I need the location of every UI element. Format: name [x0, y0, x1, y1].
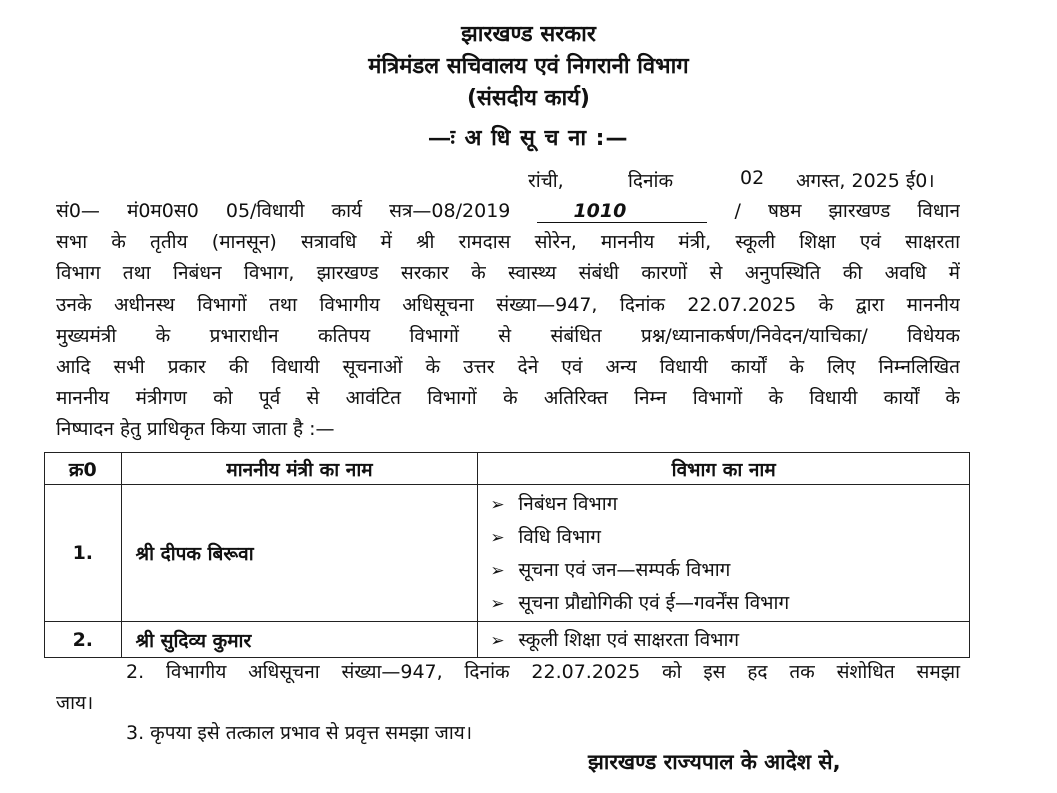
department-name: निबंधन विभाग [518, 493, 618, 515]
date-day: 02 [740, 167, 765, 189]
department-heading: मंत्रिमंडल सचिवालय एवं निगरानी विभाग [368, 54, 689, 79]
date-label: दिनांक [628, 170, 674, 192]
header-minister: माननीय मंत्री का नाम [121, 453, 478, 485]
section-heading: (संसदीय कार्य) [466, 86, 590, 111]
body-line: मुख्यमंत्री के प्रभाराधीन कतिपय विभागों से संबंधित प्रश्न/ध्यानाकर्षण/निवेदन/याचिका/ विधेयक [56, 324, 960, 347]
minister-cell: श्री दीपक बिरूवा [121, 485, 478, 622]
serial-cell: 1. [45, 485, 122, 622]
department-item [490, 488, 969, 521]
amendment-paragraph [56, 657, 960, 719]
body-line: माननीय मंत्रीगण को पूर्व से आवंटित विभागों के अतिरिक्त निम्न विभागों के विधायी कार्यों के [56, 387, 960, 410]
body-line: विभाग तथा निबंधन विभाग, झारखण्ड सरकार के स्वास्थ्य संबंधी कारणों से अनुपस्थिति की अवधि में [56, 262, 960, 285]
arrow-bullet-icon: ➢ [490, 594, 505, 614]
arrow-bullet-icon: ➢ [490, 528, 505, 548]
body-line: निष्पादन हेतु प्राधिकृत किया जाता है :— [56, 418, 335, 441]
table-row [45, 622, 970, 658]
department-item [490, 554, 969, 587]
notification-title: —ः अ धि सू च ना :— [428, 126, 629, 151]
minister-cell: श्री सुदिव्य कुमार [121, 622, 478, 658]
body-line: आदि सभी प्रकार की विधायी सूचनाओं के उत्तर देने एवं अन्य विधायी कार्यों के लिए निम्नलिखित [56, 355, 960, 378]
table-header-row [45, 453, 970, 485]
table-row [45, 485, 970, 622]
reference-prefix: सं0— मं0म0स0 05/विधायी कार्य सत्र—08/2019 [56, 200, 511, 222]
header-department: विभाग का नाम [478, 453, 970, 485]
place-city: रांची, [528, 170, 564, 192]
amendment-line: जाय। [56, 692, 94, 714]
arrow-bullet-icon: ➢ [490, 561, 505, 581]
department-name: सूचना प्रौद्योगिकी एवं ई—गवर्नेंस विभाग [518, 592, 790, 614]
department-item [490, 521, 969, 554]
arrow-bullet-icon: ➢ [490, 495, 505, 515]
body-line: सभा के तृतीय (मानसून) सत्रावधि में श्री रामदास सोरेन, माननीय मंत्री, स्कूली शिक्षा एवं साक्षरता [56, 231, 960, 254]
header-serial: क्र0 [45, 453, 122, 485]
body-line [56, 196, 960, 227]
signature-line: झारखण्ड राज्यपाल के आदेश से, [588, 750, 841, 774]
notification-body [56, 196, 960, 446]
allocation-table [44, 452, 970, 658]
effect-paragraph: 3. कृपया इसे तत्काल प्रभाव से प्रवृत्त समझा जाय। [126, 722, 473, 744]
body-line: उनके अधीनस्थ विभागों तथा विभागीय अधिसूचना संख्या—947, दिनांक 22.07.2025 के द्वारा माननीय [56, 293, 960, 316]
arrow-bullet-icon: ➢ [490, 631, 505, 651]
department-item [490, 587, 969, 620]
department-name: सूचना एवं जन—सम्पर्क विभाग [518, 559, 731, 581]
department-cell [478, 622, 970, 658]
department-cell [478, 485, 970, 622]
date-month-year: अगस्त, 2025 ई0। [796, 170, 935, 192]
reference-suffix: / षष्ठम झारखण्ड विधान [734, 200, 960, 222]
department-item [490, 624, 969, 657]
serial-cell: 2. [45, 622, 122, 658]
department-name: विधि विभाग [518, 526, 601, 548]
government-heading: झारखण्ड सरकार [461, 22, 596, 47]
amendment-line: 2. विभागीय अधिसूचना संख्या—947, दिनांक 22.07.2025 को इस हद तक संशोधित समझा [126, 661, 960, 683]
department-name: स्कूली शिक्षा एवं साक्षरता विभाग [518, 629, 740, 651]
reference-number: 1010 [537, 200, 707, 223]
